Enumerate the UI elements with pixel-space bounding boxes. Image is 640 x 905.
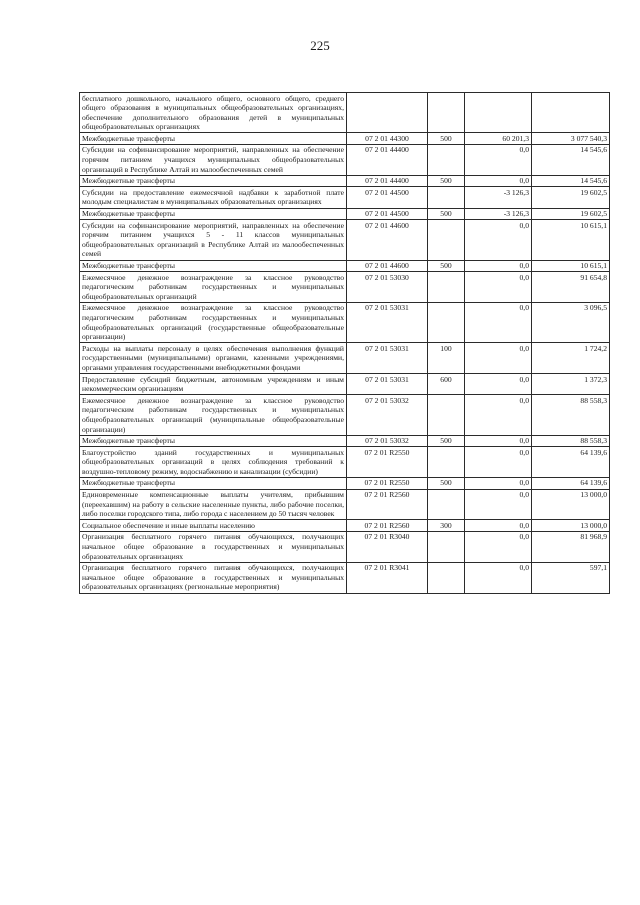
row-total-amount: 3 096,5 — [532, 302, 610, 342]
row-expense-type: 500 — [428, 133, 465, 145]
row-change-amount: 0,0 — [465, 562, 532, 593]
row-expense-type: 500 — [428, 208, 465, 220]
row-expense-type — [428, 187, 465, 208]
row-name: Межбюджетные трансферты — [80, 133, 347, 145]
row-code: 07 2 01 44400 — [347, 175, 428, 187]
row-change-amount — [465, 93, 532, 133]
table-row — [80, 489, 610, 520]
row-total-amount: 19 602,5 — [532, 187, 610, 208]
row-code: 07 2 01 R3040 — [347, 531, 428, 562]
row-code: 07 2 01 53031 — [347, 343, 428, 374]
row-name: Расходы на выплаты персоналу в целях обеспечения выполнения функций государственными (муниципальными) органами, казенными учреждениями, органами управления государственными внебюджетными фондами — [80, 343, 347, 374]
row-expense-type: 500 — [428, 477, 465, 489]
row-expense-type — [428, 272, 465, 303]
row-name: бесплатного дошкольного, начального общего, основного общего, среднего общего образования в муниципальных общеобразовательных организациях, обеспечение дополнительного образования детей в муниципальных общеобразовательных организациях — [80, 93, 347, 133]
row-name: Организация бесплатного горячего питания обучающихся, получающих начальное общее образование в государственных и муниципальных образовательных организациях (региональные мероприятия) — [80, 562, 347, 593]
row-change-amount: 0,0 — [465, 175, 532, 187]
row-name: Межбюджетные трансферты — [80, 175, 347, 187]
budget-table-body — [80, 93, 610, 594]
row-code: 07 2 01 53032 — [347, 395, 428, 435]
row-code: 07 2 01 R2560 — [347, 489, 428, 520]
row-expense-type — [428, 302, 465, 342]
row-change-amount: 0,0 — [465, 477, 532, 489]
row-change-amount: 0,0 — [465, 144, 532, 175]
page-number: 225 — [310, 38, 330, 53]
row-name: Предоставление субсидий бюджетным, автономным учреждениям и иным некоммерческим организациям — [80, 374, 347, 395]
table-row — [80, 562, 610, 593]
row-expense-type — [428, 562, 465, 593]
row-name: Межбюджетные трансферты — [80, 435, 347, 447]
row-name: Социальное обеспечение и иные выплаты населению — [80, 520, 347, 532]
row-total-amount: 88 558,3 — [532, 435, 610, 447]
row-name: Благоустройство зданий государственных и муниципальных общеобразовательных организаций в целях соблюдения требований к воздушно-тепловому режиму, водоснабжению и канализации (субсидии) — [80, 447, 347, 478]
row-expense-type: 300 — [428, 520, 465, 532]
row-total-amount: 64 139,6 — [532, 447, 610, 478]
row-total-amount: 3 077 540,3 — [532, 133, 610, 145]
row-name: Ежемесячное денежное вознаграждение за классное руководство педагогическим работникам государственных и муниципальных общеобразовательных организаций (муниципальные общеобразовательные организации) — [80, 395, 347, 435]
table-row — [80, 144, 610, 175]
row-code: 07 2 01 R2550 — [347, 477, 428, 489]
row-total-amount: 88 558,3 — [532, 395, 610, 435]
table-row — [80, 374, 610, 395]
row-change-amount: 0,0 — [465, 489, 532, 520]
row-code: 07 2 01 53030 — [347, 272, 428, 303]
row-expense-type — [428, 489, 465, 520]
table-row — [80, 477, 610, 489]
table-row — [80, 447, 610, 478]
row-expense-type — [428, 220, 465, 260]
row-change-amount: 0,0 — [465, 395, 532, 435]
row-change-amount: 0,0 — [465, 531, 532, 562]
row-change-amount: 0,0 — [465, 520, 532, 532]
row-expense-type — [428, 447, 465, 478]
table-row — [80, 520, 610, 532]
budget-table — [79, 92, 610, 594]
table-row — [80, 435, 610, 447]
row-change-amount: 0,0 — [465, 302, 532, 342]
row-total-amount: 597,1 — [532, 562, 610, 593]
row-name: Субсидии на софинансирование мероприятий, направленных на обеспечение горячим питанием учащихся 5 - 11 классов муниципальных общеобразовательных организаций в Республике Алтай из малообеспеченных семей — [80, 220, 347, 260]
table-row — [80, 133, 610, 145]
table-row — [80, 343, 610, 374]
row-code — [347, 93, 428, 133]
table-row — [80, 272, 610, 303]
row-name: Ежемесячное денежное вознаграждение за классное руководство педагогическим работникам государственных и муниципальных общеобразовательных организаций — [80, 272, 347, 303]
table-row — [80, 187, 610, 208]
table-row — [80, 302, 610, 342]
row-code: 07 2 01 44500 — [347, 187, 428, 208]
row-code: 07 2 01 44600 — [347, 260, 428, 272]
row-change-amount: 0,0 — [465, 435, 532, 447]
row-change-amount: 0,0 — [465, 272, 532, 303]
row-total-amount: 13 000,0 — [532, 489, 610, 520]
row-name: Организация бесплатного горячего питания обучающихся, получающих начальное общее образование в государственных и муниципальных образовательных организациях — [80, 531, 347, 562]
row-code: 07 2 01 R3041 — [347, 562, 428, 593]
row-change-amount: -3 126,3 — [465, 208, 532, 220]
row-name: Межбюджетные трансферты — [80, 477, 347, 489]
table-row — [80, 208, 610, 220]
row-code: 07 2 01 R2560 — [347, 520, 428, 532]
row-expense-type: 100 — [428, 343, 465, 374]
row-change-amount: -3 126,3 — [465, 187, 532, 208]
row-change-amount: 0,0 — [465, 374, 532, 395]
row-change-amount: 60 201,3 — [465, 133, 532, 145]
table-row — [80, 93, 610, 133]
row-expense-type — [428, 395, 465, 435]
row-expense-type — [428, 93, 465, 133]
row-code: 07 2 01 44500 — [347, 208, 428, 220]
table-row — [80, 260, 610, 272]
row-change-amount: 0,0 — [465, 260, 532, 272]
row-total-amount: 10 615,1 — [532, 260, 610, 272]
row-code: 07 2 01 44400 — [347, 144, 428, 175]
row-expense-type — [428, 531, 465, 562]
row-total-amount: 13 000,0 — [532, 520, 610, 532]
row-code: 07 2 01 53031 — [347, 302, 428, 342]
row-code: 07 2 01 44600 — [347, 220, 428, 260]
row-expense-type — [428, 144, 465, 175]
row-name: Ежемесячное денежное вознаграждение за классное руководство педагогическим работникам государственных и муниципальных общеобразовательных организаций (государственные общеобразовательные организации) — [80, 302, 347, 342]
row-total-amount: 14 545,6 — [532, 175, 610, 187]
row-change-amount: 0,0 — [465, 343, 532, 374]
row-total-amount: 10 615,1 — [532, 220, 610, 260]
row-total-amount: 64 139,6 — [532, 477, 610, 489]
row-total-amount: 81 968,9 — [532, 531, 610, 562]
row-change-amount: 0,0 — [465, 220, 532, 260]
row-expense-type: 500 — [428, 435, 465, 447]
table-row — [80, 531, 610, 562]
row-total-amount: 19 602,5 — [532, 208, 610, 220]
row-total-amount: 91 654,8 — [532, 272, 610, 303]
row-total-amount: 1 372,3 — [532, 374, 610, 395]
table-row — [80, 220, 610, 260]
row-code: 07 2 01 R2550 — [347, 447, 428, 478]
row-code: 07 2 01 53031 — [347, 374, 428, 395]
row-expense-type: 500 — [428, 260, 465, 272]
row-code: 07 2 01 44300 — [347, 133, 428, 145]
row-total-amount: 1 724,2 — [532, 343, 610, 374]
row-name: Субсидии на софинансирование мероприятий, направленных на обеспечение горячим питанием учащихся муниципальных общеобразовательных организаций в Республике Алтай из малообеспеченных семей — [80, 144, 347, 175]
row-name: Межбюджетные трансферты — [80, 208, 347, 220]
table-row — [80, 395, 610, 435]
row-expense-type: 600 — [428, 374, 465, 395]
row-name: Межбюджетные трансферты — [80, 260, 347, 272]
row-total-amount: 14 545,6 — [532, 144, 610, 175]
row-name: Субсидии на предоставление ежемесячной надбавки к заработной плате молодым специалистам в муниципальных образовательных организациях — [80, 187, 347, 208]
row-expense-type: 500 — [428, 175, 465, 187]
row-change-amount: 0,0 — [465, 447, 532, 478]
row-total-amount — [532, 93, 610, 133]
row-code: 07 2 01 53032 — [347, 435, 428, 447]
row-name: Единовременные компенсационные выплаты учителям, прибывшим (переехавшим) на работу в сельские населенные пункты, либо рабочие поселки, либо поселки городского типа, либо города с населением до 50 тысяч человек — [80, 489, 347, 520]
table-row — [80, 175, 610, 187]
